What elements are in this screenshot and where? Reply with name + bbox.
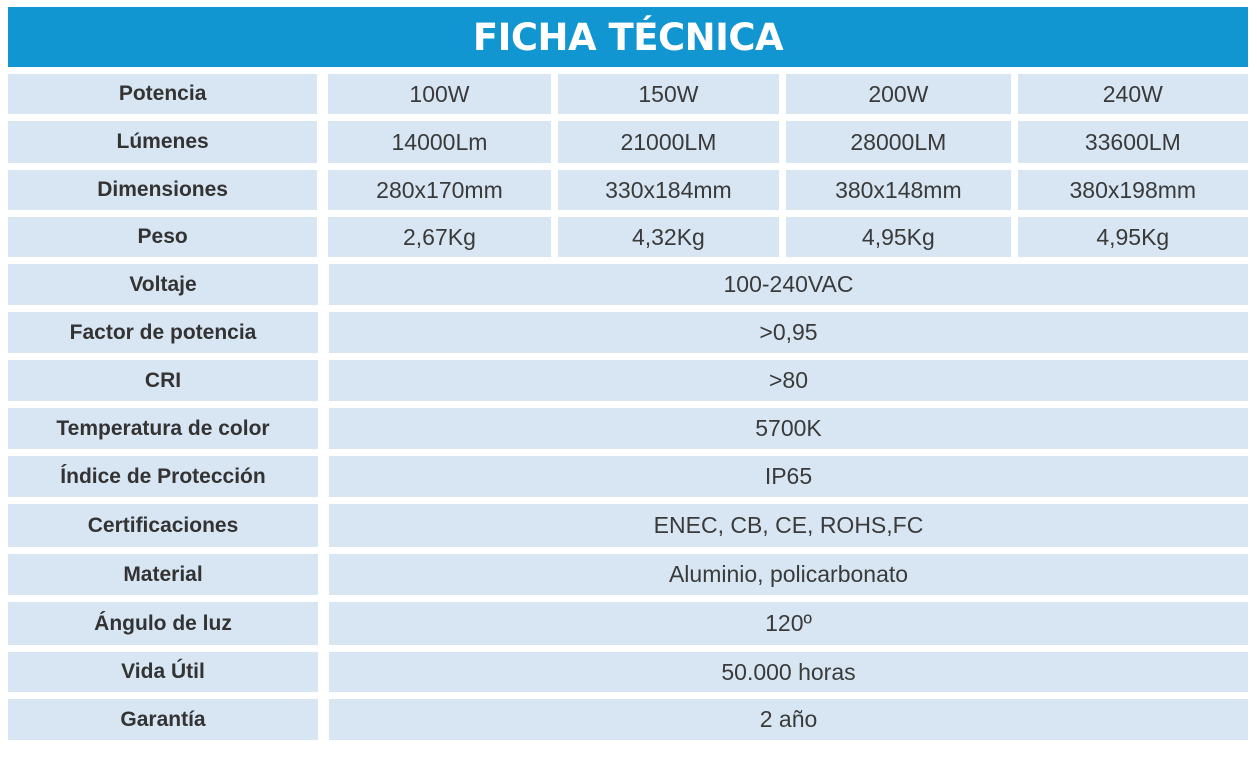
value-cell: 380x148mm [786,170,1010,210]
value-cell: 4,95Kg [786,217,1010,257]
value-cell: 150W [558,74,779,114]
spec-sheet-title: FICHA TÉCNICA [8,7,1248,67]
spec-row-indice-proteccion [8,456,1248,497]
row-label: Potencia [8,74,317,114]
value-cell: 100W [328,74,550,114]
row-label: Dimensiones [8,170,317,210]
value-cell: 14000Lm [328,121,550,163]
row-label: Certificaciones [8,504,318,547]
value-cell: 50.000 horas [329,652,1248,692]
row-label: Garantía [8,699,318,740]
value-cell: 120º [329,602,1248,645]
value-cell: 28000LM [786,121,1010,163]
spec-row-dimensiones [8,170,1248,210]
spec-row-lumenes [8,121,1248,163]
value-cell: 5700K [329,408,1248,449]
spec-row-voltaje [8,264,1248,305]
spec-row-material [8,554,1248,595]
value-cell: ENEC, CB, CE, ROHS,FC [329,504,1248,547]
value-cell: IP65 [329,456,1248,497]
row-label: CRI [8,360,318,401]
spec-row-garantia [8,699,1248,740]
value-cell: 280x170mm [328,170,550,210]
spec-table [8,74,1248,740]
spec-row-angulo-luz [8,602,1248,645]
value-cell: 2 año [329,699,1248,740]
spec-row-potencia [8,74,1248,114]
row-label: Lúmenes [8,121,317,163]
spec-row-certificaciones [8,504,1248,547]
row-label: Índice de Protección [8,456,318,497]
spec-sheet [8,7,1248,747]
value-cell: >80 [329,360,1248,401]
row-label: Temperatura de color [8,408,318,449]
row-label: Factor de potencia [8,312,318,353]
spec-row-temperatura-color [8,408,1248,449]
value-cell: 21000LM [558,121,779,163]
value-cell: >0,95 [329,312,1248,353]
value-cell: 2,67Kg [328,217,550,257]
row-label: Vida Útil [8,652,318,692]
spec-row-vida-util [8,652,1248,692]
value-cell: 33600LM [1018,121,1248,163]
row-label: Ángulo de luz [8,602,318,645]
value-cell: 240W [1018,74,1248,114]
spec-row-peso [8,217,1248,257]
value-cell: 4,95Kg [1018,217,1248,257]
row-label: Material [8,554,318,595]
value-cell: 4,32Kg [558,217,779,257]
value-cell: 330x184mm [558,170,779,210]
value-cell: 200W [786,74,1010,114]
value-cell: 100-240VAC [329,264,1248,305]
spec-row-factor-potencia [8,312,1248,353]
row-label: Peso [8,217,317,257]
value-cell: 380x198mm [1018,170,1248,210]
spec-row-cri [8,360,1248,401]
value-cell: Aluminio, policarbonato [329,554,1248,595]
row-label: Voltaje [8,264,318,305]
